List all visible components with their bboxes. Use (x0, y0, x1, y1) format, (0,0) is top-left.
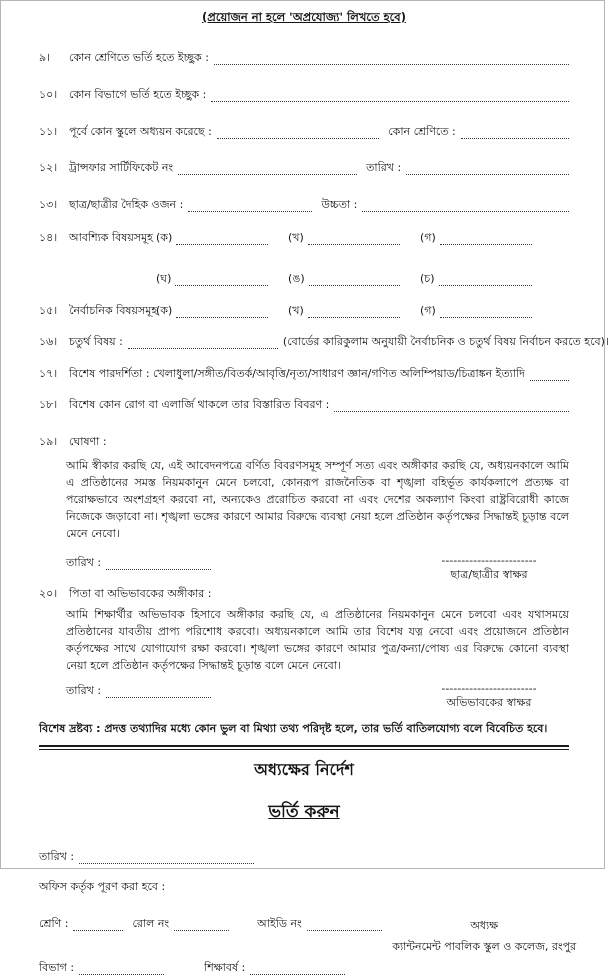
blank-line (439, 285, 532, 286)
office-fields (39, 915, 382, 978)
blank-line (250, 974, 345, 975)
guardian-declaration-title: পিতা বা অভিভাবকের অঙ্গীকার : (69, 587, 212, 600)
blank-line (128, 348, 278, 349)
session-label: শিক্ষাবর্ষ : (204, 961, 246, 974)
item-number: ১৮। (39, 398, 58, 411)
blank-line (79, 863, 254, 864)
class-roll-id-row (39, 915, 382, 934)
item-number: ১৯। (39, 435, 58, 448)
form-item-12 (39, 159, 569, 178)
form-item-14 (39, 229, 569, 248)
date-field (66, 554, 281, 573)
office-date-field (39, 848, 254, 867)
guardian-signature-block (409, 682, 569, 710)
item-number: ১৬। (39, 335, 58, 348)
blank-line (174, 930, 229, 931)
blank-line (217, 138, 379, 139)
option-letter: (ক) (156, 231, 173, 244)
subject-slot (156, 270, 268, 289)
item-number: ১৪। (39, 231, 58, 244)
option-letter: (গ) (420, 231, 436, 244)
subject-slot (288, 270, 400, 289)
blank-line (188, 211, 312, 212)
blank-line (178, 174, 357, 175)
subject-slot (288, 302, 400, 321)
office-fill-note: অফিস কর্তৃক পূরণ করা হবে : (39, 880, 166, 893)
blank-line (440, 244, 532, 245)
blank-line (308, 244, 400, 245)
signature-line: ------------------------ (441, 554, 537, 567)
option-letter: (ঙ) (288, 272, 305, 285)
admit-heading: ভর্তি করুন (268, 802, 340, 822)
form-item-13 (39, 196, 569, 215)
item-number: ১২। (39, 161, 58, 174)
student-signature-block (409, 554, 569, 582)
item-sublabel: কোন শ্রেণিতে : (388, 125, 456, 138)
dept-label: বিভাগ : (39, 961, 75, 974)
blank-line (362, 211, 569, 212)
subject-slot (420, 302, 532, 321)
id-label: আইডি নং (257, 917, 302, 930)
blank-line (461, 138, 569, 139)
form-item-16 (39, 333, 609, 352)
item-note: (বোর্ডের কারিকুলাম অনুযায়ী নৈর্বাচনিক ও চতুর্থ বিষয় নির্বাচন করতে হবে)। (282, 335, 609, 348)
principal-signature-block (382, 915, 587, 978)
item-label: পূর্বে কোন স্কুলে অধ্যয়ন করেছে : (69, 125, 212, 138)
blank-line (175, 285, 268, 286)
subject-slot (288, 229, 400, 248)
blank-line (214, 64, 569, 65)
signature-line: ------------------------ (441, 682, 537, 695)
subject-slot (156, 302, 268, 321)
principal-title: অধ্যক্ষ (470, 919, 499, 932)
date-label: তারিখ : (66, 556, 102, 569)
item-label: কোন শ্রেণিতে ভর্তি হতে ইচ্ছুক : (69, 51, 209, 64)
form-item-9 (39, 49, 569, 68)
guardian-declaration-text: আমি শিক্ষার্থীর অভিভাবক হিসাবে অঙ্গীকার করছি যে, এ প্রতিষ্ঠানের নিয়মকানুন মেনে চলবো এবং যথাসময়ে প্রতিষ্ঠানের যাবতীয় প্রাপ্য পরিশোধ করবো। অধ্যয়নকালে আমি তার বিশেষ যত্ন নেবো এবং প্রয়োজনে প্রতিষ্ঠান কর্তৃপক্ষের সাথে যোগাযোগ রক্ষা করবো। শৃঙ্খলা ভঙ্গের কারণে আমার পুত্র/কন্যা/পোষ্য এর বিরুদ্ধে কোনো ব্যবস্থা নেয়া হলে প্রতিষ্ঠান কর্তৃপক্ষের সিদ্ধান্তই চূড়ান্ত বলে মেনে নেবো। (66, 608, 569, 672)
blank-line (106, 697, 211, 698)
principal-directive-title: অধ্যক্ষের নির্দেশ (254, 760, 354, 779)
item-number: ১০। (39, 88, 58, 101)
special-note: বিশেষ দ্রষ্টব্য : প্রদত্ত তথ্যাদির মধ্যে কোন ভুল বা মিথ্যা তথ্য পরিদৃষ্ট হলে, তার ভর্তি বাতিলযোগ্য বলে বিবেচিত হবে। (39, 722, 548, 735)
form-item-15 (39, 302, 569, 321)
item-label: কোন বিভাগে ভর্তি হতে ইচ্ছুক : (69, 88, 207, 101)
student-signature-row (39, 554, 569, 582)
date-label: তারিখ : (66, 684, 102, 697)
item-label: আবশ্যিক বিষয়সমূহ (69, 231, 153, 244)
form-item-20-title (39, 585, 569, 604)
blank-line (307, 930, 382, 931)
item-number: ২০। (39, 587, 58, 600)
roll-label: রোল নং (132, 917, 170, 930)
blank-line (176, 244, 268, 245)
guardian-signature-row (39, 682, 569, 710)
header-note: (প্রয়োজন না হলে 'অপ্রযোজ্য' লিখতে হবে) (202, 10, 406, 24)
item-label: ট্রান্সফার সার্টিফিকেট নং (69, 161, 174, 174)
double-separator-line (39, 745, 569, 750)
option-letter: (গ) (420, 304, 436, 317)
item-number: ১৭। (39, 367, 58, 380)
signature-caption: ছাত্র/ছাত্রীর স্বাক্ষর (450, 568, 528, 581)
form-item-14-row2 (39, 270, 569, 289)
class-label: শ্রেণি : (39, 917, 69, 930)
blank-line (79, 974, 164, 975)
declaration-text: আমি স্বীকার করছি যে, এই আবেদনপত্রে বর্ণিত বিবরণসমূহ সম্পূর্ণ সত্য এবং অঙ্গীকার করছি যে, অধ্যয়নকালে আমি এ প্রতিষ্ঠানের সমস্ত নিয়মকানুন মেনে চলবো, কোনরূপ রাজনৈতিক বা শৃঙ্খলা বহির্ভূত কার্যকলাপে প্রত্যক্ষ বা পরোক্ষভাবে অংশগ্রহণ করবো না, অন্যকেও প্ররোচিত করবো না এবং দেশের অকল্যাণ কিংবা রাষ্ট্রবিরোধী কাজে নিজেকে জড়াবো না। শৃঙ্খলা ভঙ্গের কারণে আমার বিরুদ্ধে ব্যবস্থা নেয়া হলে প্রতিষ্ঠান কর্তৃপক্ষের সিদ্ধান্তই চূড়ান্ত বলে মেনে নেবো। (66, 459, 569, 540)
item-label: নৈর্বাচনিক বিষয়সমূহ (69, 304, 158, 317)
subject-slot (420, 270, 532, 289)
blank-line (308, 317, 400, 318)
item-sublabel: তারিখ : (366, 161, 402, 174)
subject-slot (156, 229, 268, 248)
item-number: ১১। (39, 125, 58, 138)
item-label: চতুর্থ বিষয় : (69, 335, 123, 348)
blank-line (73, 930, 123, 931)
form-item-18 (39, 396, 569, 415)
blank-line (406, 174, 569, 175)
declaration-title: ঘোষণা : (69, 435, 107, 448)
item-label: বিশেষ কোন রোগ বা এলার্জি থাকলে তার বিস্তারিত বিবরণ : (69, 398, 330, 411)
item-label: বিশেষ পারদর্শিতা : খেলাধুলা/সঙ্গীত/বিতর্ক/আবৃত্তি/নৃত্য/সাধারণ জ্ঞান/গণিত অলিম্পিয়াড/চিত্রাঙ্কন ইত্যাদি (69, 367, 525, 380)
option-letter: (খ) (288, 231, 304, 244)
item-label: ছাত্র/ছাত্রীর দৈহিক ওজন : (69, 198, 184, 211)
item-number: ৯। (39, 51, 51, 64)
option-letter: (খ) (288, 304, 304, 317)
blank-line (440, 317, 532, 318)
blank-line (334, 411, 569, 412)
blank-line (106, 569, 211, 570)
form-item-19-title (39, 433, 569, 452)
option-letter: (ক) (156, 304, 173, 317)
form-item-17 (39, 365, 569, 384)
blank-line (309, 285, 400, 286)
option-letter: (চ) (420, 272, 435, 285)
form-item-11 (39, 123, 569, 142)
date-field (66, 682, 281, 701)
signature-caption: অভিভাবকের স্বাক্ষর (446, 696, 532, 709)
blank-line (530, 380, 569, 381)
dept-session-row (39, 959, 382, 978)
date-label: তারিখ : (39, 850, 75, 863)
blank-line (176, 317, 268, 318)
subject-slot (420, 229, 532, 248)
institution-name: ক্যান্টনমেন্ট পাবলিক স্কুল ও কলেজ, রংপুর (392, 940, 577, 953)
blank-line (211, 101, 569, 102)
option-letter: (ঘ) (156, 272, 172, 285)
item-number: ১৩। (39, 198, 58, 211)
office-fill-section (39, 915, 577, 978)
form-item-10 (39, 86, 569, 105)
item-sublabel: উচ্চতা : (321, 198, 358, 211)
item-number: ১৫। (39, 304, 58, 317)
